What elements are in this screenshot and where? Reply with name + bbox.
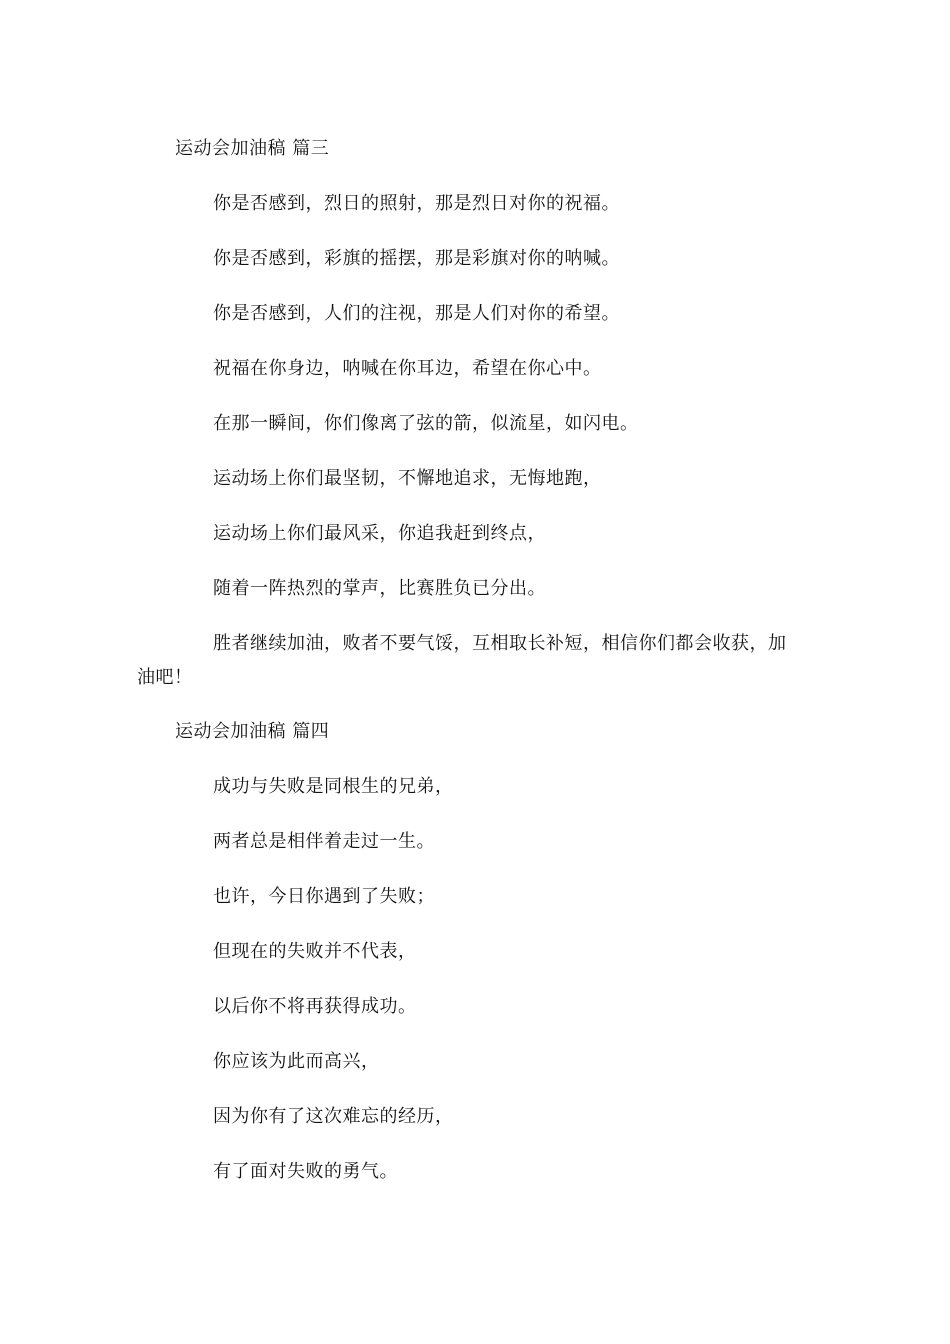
poem-line: 随着一阵热烈的掌声，比赛胜负已分出。 bbox=[213, 578, 546, 599]
poem-line: 但现在的失败并不代表， bbox=[213, 941, 417, 962]
poem-line: 你是否感到，烈日的照射，那是烈日对你的祝福。 bbox=[213, 193, 620, 214]
poem-closing-line-continuation: 油吧！ bbox=[137, 667, 193, 688]
poem-line: 在那一瞬间，你们像离了弦的箭，似流星，如闪电。 bbox=[213, 413, 639, 434]
poem-line: 运动场上你们最坚韧，不懈地追求，无悔地跑， bbox=[213, 468, 602, 489]
poem-line: 因为你有了这次难忘的经历， bbox=[213, 1106, 454, 1127]
poem-line: 两者总是相伴着走过一生。 bbox=[213, 831, 435, 852]
poem-line: 以后你不将再获得成功。 bbox=[213, 996, 417, 1017]
poem-line: 祝福在你身边，呐喊在你耳边，希望在你心中。 bbox=[213, 358, 602, 379]
poem-line: 成功与失败是同根生的兄弟， bbox=[213, 776, 454, 797]
poem-line: 有了面对失败的勇气。 bbox=[213, 1161, 398, 1182]
poem-line: 你应该为此而高兴， bbox=[213, 1051, 380, 1072]
section-heading-4: 运动会加油稿 篇四 bbox=[175, 721, 330, 742]
poem-line: 也许，今日你遇到了失败； bbox=[213, 886, 435, 907]
section-heading-3: 运动会加油稿 篇三 bbox=[175, 138, 330, 159]
poem-closing-line: 胜者继续加油，败者不要气馁，互相取长补短，相信你们都会收获，加 bbox=[213, 633, 787, 654]
poem-line: 你是否感到，人们的注视，那是人们对你的希望。 bbox=[213, 303, 620, 324]
poem-line: 运动场上你们最风采，你追我赶到终点， bbox=[213, 523, 546, 544]
poem-line: 你是否感到，彩旗的摇摆，那是彩旗对你的呐喊。 bbox=[213, 248, 620, 269]
